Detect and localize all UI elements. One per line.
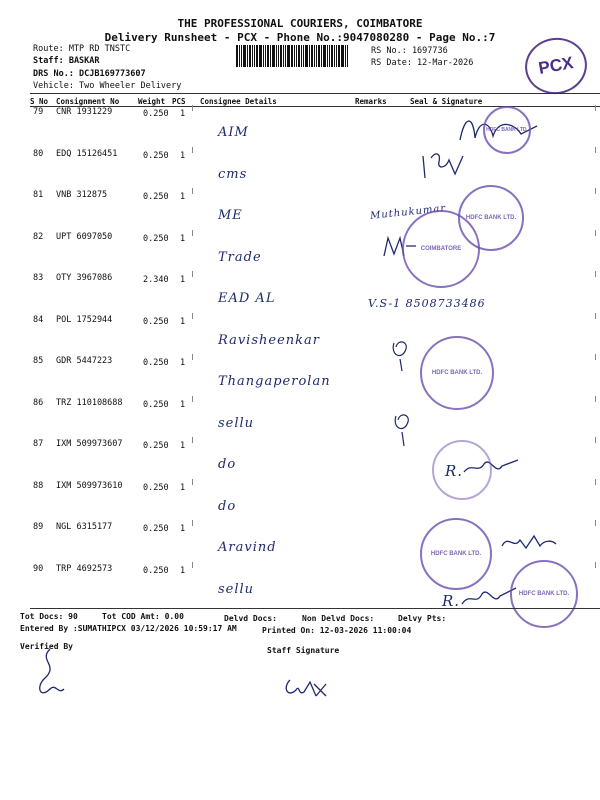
barcode-bar [263,45,264,67]
row-consignee: cms [218,166,248,182]
hdfc-stamp-1 [483,106,531,154]
footer-printed-on: Printed On: 12-03-2026 11:00:04 [262,626,412,635]
row-pcs: 1 [180,524,186,534]
remark-r90: R. [442,592,461,610]
row-sno: 90 [33,563,44,574]
row-tick [595,313,596,319]
row-weight: 0.250 [143,150,169,161]
row-sno: 87 [33,439,44,449]
col-sno: S No [30,97,49,106]
hdfc-stamp-4-text: HDFC BANK LTD. [431,370,483,376]
row-consignee: do [218,498,237,514]
row-sno: 88 [33,480,44,491]
barcode-bar [294,45,295,67]
row-tick [192,520,193,526]
footer-tot-cod: Tot COD Amt: 0.00 [102,612,184,621]
row-weight: 0.250 [143,565,169,576]
barcode-bar [249,45,251,67]
coimbatore-stamp-text: COIMBATORE [420,246,462,252]
staff-signature-label: Staff Signature [267,646,340,655]
barcode-bar [270,45,271,67]
row-consignment-no: IXM 509973607 [56,439,123,449]
row-sno: 83 [33,273,44,283]
footer-tot-docs: Tot Docs: 90 [20,612,78,621]
barcode-bar [303,45,304,67]
row-tick [192,479,193,485]
remark-r83: V.S-1 8508733486 [368,297,486,310]
col-consignment: Consignment No [56,97,120,106]
table-bottom-rule [30,608,600,609]
barcode-bar [323,45,326,67]
col-remarks: Remarks [355,97,387,106]
footer-delvd-docs: Delvd Docs: [224,614,277,623]
row-consignee: ME [218,208,243,223]
barcode-bar [241,45,242,67]
row-consignment-no: EDQ 15126451 [56,148,118,159]
row-consignment-no: UPT 6097050 [56,231,113,242]
barcode-bar [318,45,320,67]
row-tick [192,188,193,194]
row-sno: 85 [33,356,44,366]
verified-by-label: Verified By [20,642,73,651]
row-pcs: 1 [180,316,186,327]
row-sno: 86 [33,397,44,408]
row-consignee: EAD AL [218,291,276,306]
remark-r81: Muthukumar [369,203,447,222]
barcode-bar [287,45,290,67]
barcode-bar [252,45,253,67]
row-pcs: 1 [180,565,186,576]
row-consignee: AIM [218,125,249,140]
barcode-bar [314,45,315,67]
row-consignment-no: OTY 3967086 [56,273,113,283]
row-tick [595,105,596,111]
row-tick [595,437,596,443]
row-tick [595,396,596,402]
barcode [236,45,364,67]
hdfc-stamp-6-text: HDFC BANK LTD. [430,551,482,557]
hdfc-stamp-7 [510,560,578,628]
row-tick [192,105,193,111]
barcode-bar [301,45,302,67]
row-sno: 89 [33,522,44,532]
signature-row84 [388,335,418,375]
barcode-bar [247,45,248,67]
barcode-bar [243,45,246,67]
barcode-bar [347,45,348,67]
barcode-bar [256,45,258,67]
row-pcs: 1 [180,482,186,493]
row-consignment-no: POL 1752944 [56,314,113,325]
row-consignment-no: CNR 1931229 [56,107,113,117]
hdfc-stamp-4 [420,336,494,410]
staff-label: Staff: BASKAR [33,56,100,66]
row-consignment-no: GDR 5447223 [56,356,113,366]
row-consignee: Aravind [218,540,277,555]
barcode-bar [309,45,310,67]
row-weight: 0.250 [143,358,169,368]
row-weight: 2.340 [143,275,169,285]
verified-by-signature [30,645,70,705]
barcode-bar [329,45,330,67]
row-pcs: 1 [180,399,186,410]
row-tick [192,396,193,402]
hdfc-stamp-2-text: HDFC BANK LTD. [465,215,517,221]
barcode-bar [334,45,335,67]
row-consignment-no: TRZ 110108688 [56,397,123,408]
row-tick [595,562,596,568]
barcode-bar [321,45,322,67]
signature-row80 [415,148,475,183]
hdfc-stamp-1-text: HDFC BANK LTD. [486,127,528,133]
barcode-bar [296,45,297,67]
barcode-bar [265,45,266,67]
row-tick [192,437,193,443]
barcode-bar [331,45,333,67]
barcode-bar [298,45,300,67]
barcode-bar [272,45,275,67]
barcode-bar [316,45,317,67]
row-tick [595,520,596,526]
footer-non-delvd-docs: Non Delvd Docs: [302,614,375,623]
route-label: Route: MTP RD TNSTC [33,44,131,54]
row-weight: 0.250 [143,192,169,202]
row-sno: 79 [33,107,44,117]
row-consignee: sellu [218,415,255,431]
barcode-bar [259,45,262,67]
row-consignment-no: IXM 509973610 [56,480,123,491]
row-consignee: Ravisheenkar [218,332,320,348]
row-sno: 80 [33,148,44,159]
row-sno: 81 [33,190,44,200]
rs-date: RS Date: 12-Mar-2026 [371,58,474,68]
barcode-bar [341,45,344,67]
drs-number: DRS No.: DCJB169773607 [33,69,146,79]
company-title: THE PROFESSIONAL COURIERS, COIMBATORE [177,17,423,30]
row-tick [192,230,193,236]
row-pcs: 1 [180,441,186,451]
row-tick [595,188,596,194]
row-weight: 0.250 [143,233,169,244]
row-tick [192,147,193,153]
col-consignee: Consignee Details [200,97,277,106]
vehicle-label: Vehicle: Two Wheeler Delivery [33,81,182,91]
signature-row86 [390,408,420,448]
barcode-bar [283,45,284,67]
row-consignee: Trade [218,249,262,265]
barcode-bar [278,45,279,67]
row-tick [192,313,193,319]
runsheet-subtitle: Delivery Runsheet - PCX - Phone No.:9047080280 - Page No.:7 [104,31,496,44]
barcode-bar [311,45,313,67]
table-top-rule [30,93,600,94]
row-weight: 0.250 [143,316,169,327]
row-consignment-no: TRP 4692573 [56,563,113,574]
barcode-bar [336,45,337,67]
row-tick [595,147,596,153]
row-tick [595,479,596,485]
row-pcs: 1 [180,275,186,285]
barcode-bar [327,45,328,67]
row-weight: 0.250 [143,524,169,534]
rs-number: RS No.: 1697736 [371,46,448,56]
row-pcs: 1 [180,233,186,244]
barcode-bar [285,45,286,67]
row-tick [595,271,596,277]
barcode-bar [305,45,308,67]
barcode-bar [254,45,255,67]
row-pcs: 1 [180,109,186,119]
row-sno: 84 [33,314,44,325]
row-pcs: 1 [180,192,186,202]
barcode-bar [280,45,282,67]
barcode-bar [236,45,238,67]
barcode-bar [338,45,340,67]
col-pcs: PCS [172,97,186,106]
footer-delvy-pts: Delvy Pts: [398,614,447,623]
barcode-bar [239,45,240,67]
col-seal-signature: Seal & Signature [410,97,483,106]
row-consignee: do [218,457,237,472]
hdfc-stamp-5 [432,440,492,500]
hdfc-stamp-7-text: HDFC BANK LTD. [518,591,570,597]
row-tick [595,230,596,236]
barcode-bar [345,45,346,67]
row-tick [192,354,193,360]
row-tick [595,354,596,360]
row-pcs: 1 [180,358,186,368]
footer-entered-by: Entered By :SUMATHIPCX 03/12/2026 10:59:17 AM [20,624,237,633]
row-weight: 0.250 [143,399,169,410]
staff-signature [280,668,340,703]
row-consignment-no: VNB 312875 [56,190,108,200]
signature-row89 [500,530,560,555]
row-weight: 0.250 [143,441,169,451]
col-weight: Weight [138,97,166,106]
remark-r87: R. [445,462,464,480]
row-weight: 0.250 [143,482,169,493]
row-consignment-no: NGL 6315177 [56,522,113,532]
hdfc-stamp-6 [420,518,492,590]
hdfc-stamp-3 [402,210,480,288]
barcode-bar [267,45,269,67]
barcode-bar [276,45,277,67]
pcx-logo-text: PCX [537,53,575,78]
row-weight: 0.250 [143,109,169,119]
row-consignee: sellu [218,581,255,597]
row-tick [192,562,193,568]
row-pcs: 1 [180,150,186,161]
row-tick [192,271,193,277]
row-consignee: Thangaperolan [218,374,331,389]
barcode-bar [291,45,293,67]
row-sno: 82 [33,231,44,242]
